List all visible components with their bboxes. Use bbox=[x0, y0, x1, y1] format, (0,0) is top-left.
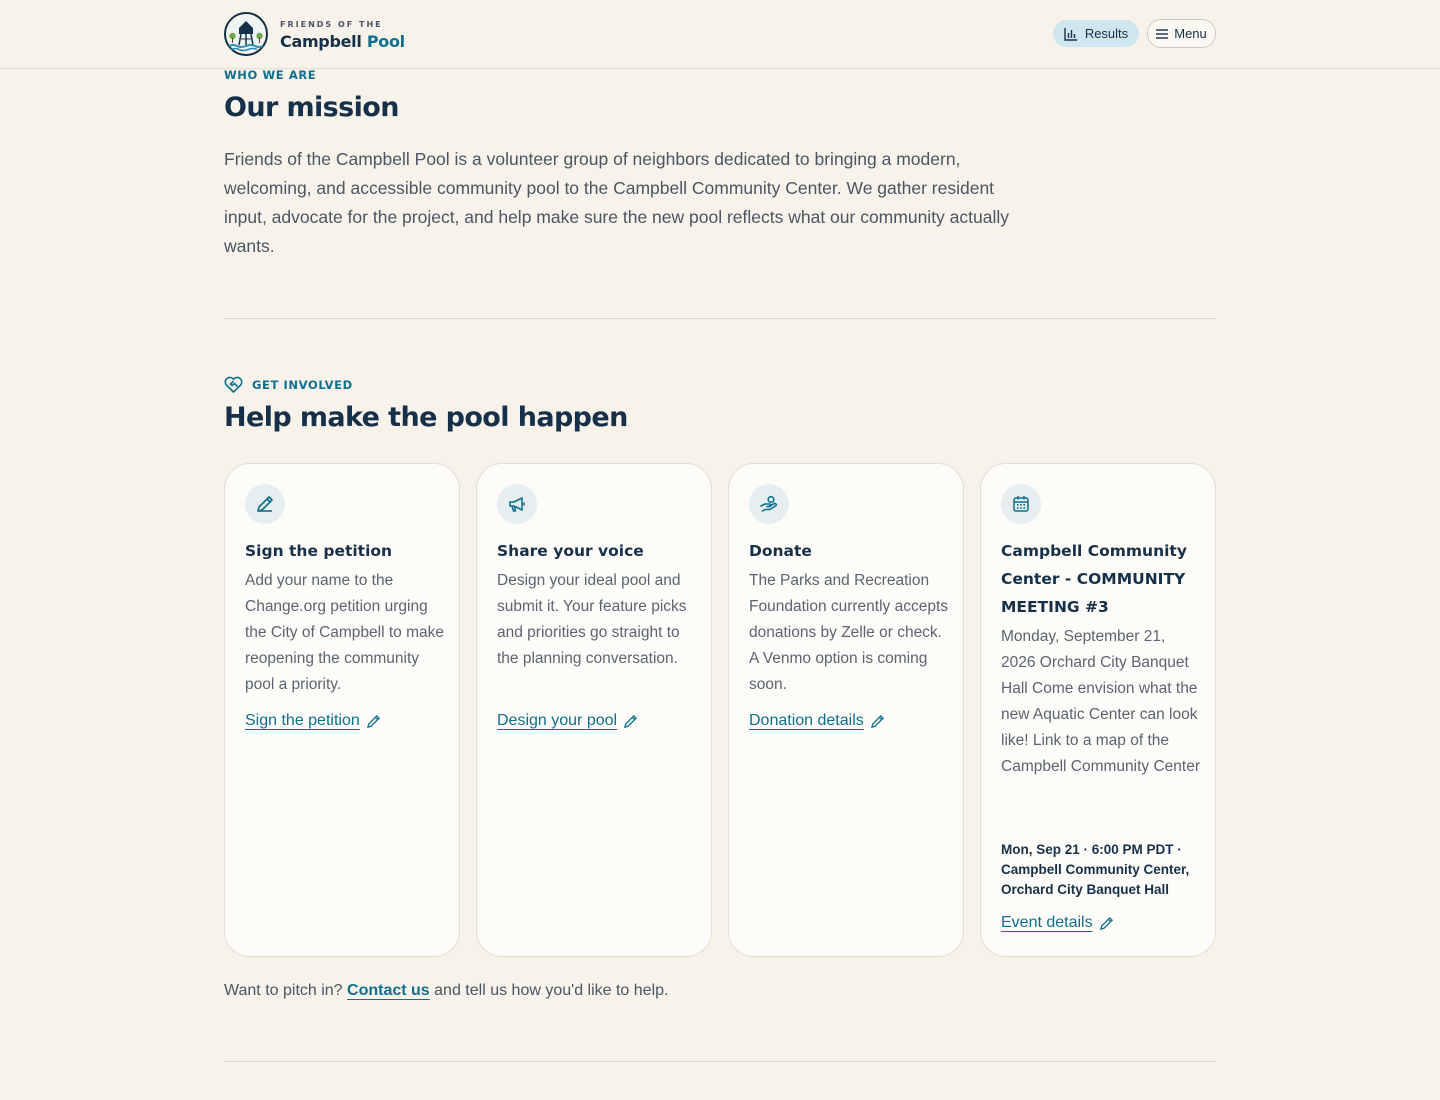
pitch-in-prefix: Want to pitch in? bbox=[224, 982, 343, 999]
bar-chart-icon bbox=[1064, 27, 1078, 41]
card-title: Donate bbox=[749, 542, 812, 560]
mission-eyebrow: WHO WE ARE bbox=[224, 68, 317, 82]
section-divider bbox=[224, 1061, 1216, 1062]
top-nav-bar bbox=[0, 0, 1440, 69]
results-button[interactable] bbox=[1053, 20, 1139, 47]
card-sign-petition bbox=[224, 463, 460, 957]
involved-eyebrow: GET INVOLVED bbox=[252, 378, 353, 392]
card-title: Share your voice bbox=[497, 542, 644, 560]
water-tower-logo-icon bbox=[224, 12, 268, 56]
pitch-in-suffix: and tell us how you'd like to help. bbox=[434, 982, 669, 999]
calendar-icon bbox=[1011, 494, 1031, 514]
results-button-label: Results bbox=[1084, 26, 1129, 41]
design-pool-link[interactable] bbox=[497, 712, 638, 730]
brand-name-part-2: Pool bbox=[366, 31, 405, 51]
mission-body: Friends of the Campbell Pool is a volunteer group of neighbors dedicated to bringing a modern, welcoming, and accessible community pool to the Campbell Community Center. We gather resident input, advocate for the project, and help make sure the new pool reflects what our community actually wants. bbox=[224, 149, 1010, 256]
card-link-label: Sign the petition bbox=[245, 712, 360, 729]
mission-title: Our mission bbox=[224, 92, 399, 123]
sign-petition-link[interactable] bbox=[245, 712, 381, 730]
menu-button-label: Menu bbox=[1174, 26, 1207, 41]
card-description: Monday, September 21, 2026 Orchard City Banquet Hall Come envision what the new Aquatic Center can look like! Link to a map of the Campbell Community Center bbox=[1001, 628, 1200, 775]
event-meta: Mon, Sep 21 · 6:00 PM PDT · Campbell Community Center, Orchard City Banquet Hall bbox=[1001, 842, 1190, 897]
section-divider bbox=[224, 318, 1216, 319]
card-title: Sign the petition bbox=[245, 542, 393, 560]
card-description: The Parks and Recreation Foundation currently accepts donations by Zelle or check. A Venmo option is coming soon. bbox=[749, 572, 949, 693]
donate-hand-icon bbox=[759, 494, 779, 514]
brand-name-part-1: Campbell bbox=[280, 31, 362, 51]
card-community-meeting bbox=[980, 463, 1216, 957]
card-description: Add your name to the Change.org petition urging the City of Campbell to make reopening the community pool a priority. bbox=[245, 572, 445, 693]
pencil-icon bbox=[255, 494, 275, 514]
menu-button[interactable] bbox=[1147, 19, 1216, 48]
donation-details-link[interactable] bbox=[749, 712, 885, 730]
megaphone-icon bbox=[507, 494, 527, 514]
brand-tagline: FRIENDS OF THE bbox=[280, 19, 383, 29]
card-link-label: Design your pool bbox=[497, 712, 618, 729]
heart-handshake-icon bbox=[224, 376, 243, 394]
site-brand[interactable] bbox=[224, 12, 405, 56]
pencil-icon bbox=[870, 714, 885, 729]
card-title: Campbell Community Center - COMMUNITY MEETING #3 bbox=[1001, 542, 1187, 616]
event-details-link[interactable] bbox=[1001, 914, 1114, 932]
pencil-icon bbox=[623, 714, 638, 729]
card-link-label: Donation details bbox=[749, 712, 864, 729]
brand-name bbox=[280, 31, 405, 51]
contact-us-link[interactable]: Contact us bbox=[347, 982, 430, 999]
involved-title: Help make the pool happen bbox=[224, 402, 628, 433]
hamburger-menu-icon bbox=[1156, 29, 1168, 39]
card-donate bbox=[728, 463, 964, 957]
card-description: Design your ideal pool and submit it. Your feature picks and priorities go straight to the planning conversation. bbox=[497, 572, 687, 667]
pencil-icon bbox=[366, 714, 381, 729]
pitch-in-text bbox=[224, 982, 668, 1000]
pencil-icon bbox=[1099, 916, 1114, 931]
card-share-voice bbox=[476, 463, 712, 957]
card-link-label: Event details bbox=[1001, 914, 1093, 931]
